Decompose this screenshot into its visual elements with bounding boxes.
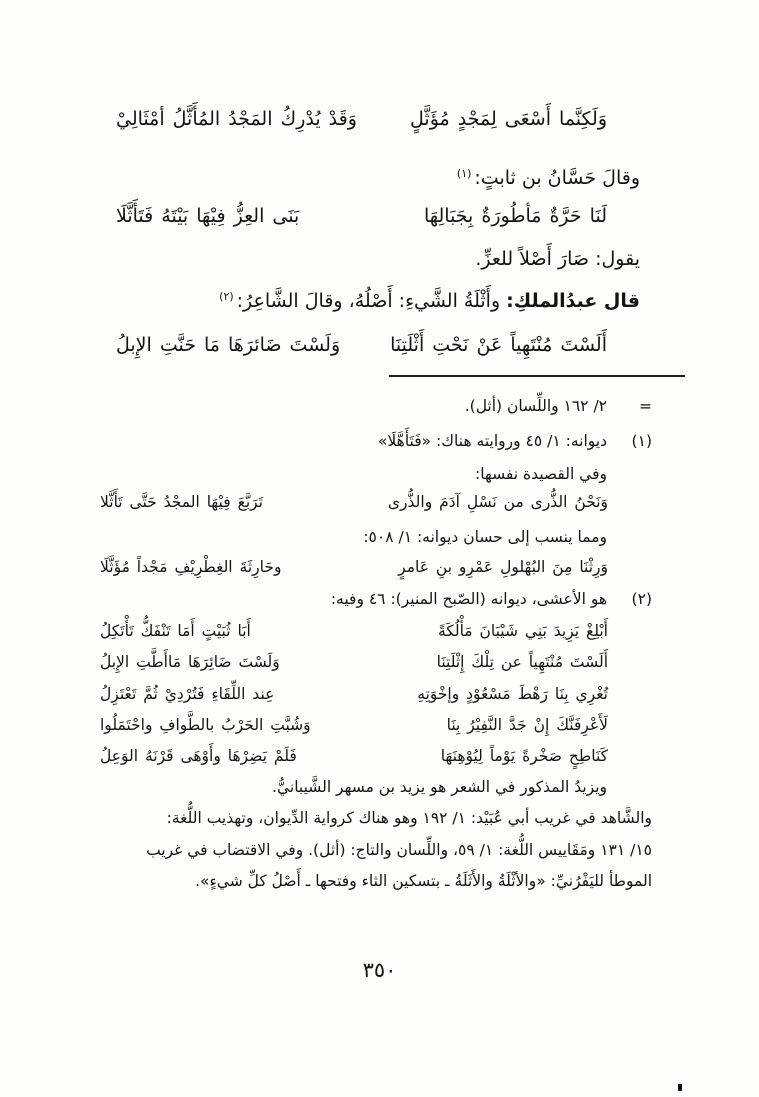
footnote-verse-couplet (100, 746, 608, 767)
footnote-1-marker: (١) (631, 432, 652, 450)
hemistich-right: أَبْلِغْ يَزِيدَ بَنِي شَيْبَانَ مَأْلُكَةً (437, 622, 608, 640)
verse-couplet (116, 204, 607, 230)
hemistich-left: بَنَى العِزُّ فِيْهَا بَيْتَهُ فَتَأَثَّلَا (116, 205, 300, 227)
footnote-reference-2: (٢) (219, 289, 234, 303)
footnote-text: ويزيدُ المذكور في الشعر هو يزيد بن مسهر الشَّيبانيُّ. (272, 778, 607, 796)
continuation-equals-sign: = (639, 397, 652, 415)
footnote-verse-couplet (100, 684, 608, 705)
hemistich-right: وَرِثْنَا مِنَ البُهْلولِ عَمْرِو بنِ عَامرٍ (398, 558, 608, 576)
footnote-verse-couplet (100, 557, 608, 578)
footnote-text: هو الأعشى، ديوانه (الصّبح المنير): ٤٦ وفيه: (330, 590, 607, 608)
verse-couplet (116, 107, 607, 133)
hemistich-right: لَأَعْرِفَنَّكَ إِنْ جَدَّ النَّفِيْرُ بِنَا (446, 716, 608, 734)
hemistich-right: وَنَحْنُ الذُّرى من نَسْلِ آدَمَ والذُّرى (387, 493, 608, 511)
footnote-text: وفي القصيدة نفسها: (475, 465, 607, 483)
footnote-text: ١٥/ ١٣١ ومَقَاييس اللُّغة: ١/ ٥٩، واللِّسان والتاج: (أثل). وفي الاقتضاب في غريب (146, 841, 652, 859)
hemistich-left: وَقَدْ يُدْرِكُ المَجْدُ المُأَثَّلُ أمْثَالِيْ (116, 108, 357, 130)
footnote-text: ٢/ ١٦٢ واللِّسان (أثل). (464, 397, 607, 415)
hemistich-right: تُغْرِي بِنَا رَهْطَ مَسْعُوْدٍ وإخْوَتِهِ (417, 685, 608, 703)
hemistich-left: فَلَمْ يَضِرْهَا وأَوْهَى قَرْنَهُ الوَعِلُ (100, 747, 297, 765)
attribution-line-hassan (90, 166, 640, 192)
footnote-text: ومما ينسب إلى حسان ديوانه: ١/ ٥٠٨: (363, 528, 607, 546)
lemma-text: وأَثْلَةُ الشَّيءِ: أَصْلُهُ، وقالَ الشَّاعِرُ: (236, 290, 507, 312)
footnote-2-marker: (٢) (631, 590, 652, 608)
hemistich-left: تَرَبَّعَ فِيْهَا المجْدُ حَتَّى تَأَثَّلا (100, 493, 263, 511)
footnote-verse-couplet (100, 621, 608, 642)
footnote-text: الموطأ لليَفْرُنيِّ: «والأثْلَةُ والأَثَلَةُ ـ بتسكين الثاء وفتحها ـ أَصْلُ كلِّ شيءٍ». (195, 872, 652, 890)
footnote-verse-couplet (100, 652, 608, 673)
footnote-text: ديوانه: ١/ ٤٥ وروايته هناك: «فَتَأَهَّلَا» (377, 432, 607, 450)
footnote-verse-couplet (100, 492, 608, 513)
footnote-separator-rule (389, 375, 685, 377)
hemistich-left: أَبَا ثُبَيْتٍ أَمَا تَنْفَكُّ تَأْتَكِلُ (100, 622, 251, 640)
footnote-verse-couplet (100, 715, 608, 736)
footnote-continuation (85, 396, 652, 417)
commentary-line: يقول: صَارَ أَصْلاً للعزِّ. (475, 248, 640, 270)
footnote-reference-1: (١) (456, 166, 472, 180)
page-number: ٣٥٠ (362, 958, 397, 982)
scan-ink-speck (678, 1084, 682, 1091)
hemistich-right: وَلَكِنَّما أَسْعَى لِمَجْدٍ مُؤَثَّلٍ (410, 108, 607, 130)
verse-couplet (116, 333, 607, 359)
hemistich-right: لَنَا حَرَّةٌ مَأطُورَةٌ بِجَبَالِهَا (423, 205, 607, 227)
lemma-line (90, 289, 640, 315)
hemistich-left: وَشُبَّتِ الحَرْبُ بالطَّوافِ واحْتَمَلُوا (100, 716, 311, 734)
hemistich-left: وَلَسْتَ ضَائرَهَا مَا حَنَّتِ الإِبلُ (116, 334, 341, 356)
hemistich-left: وحَارِثَةَ الغِطْرِيْفِ مَجْداً مُؤَثَّلَا (100, 558, 282, 576)
footnote-1 (85, 431, 652, 452)
speaker-name: قال عبدُالملكِ: (506, 290, 640, 312)
footnote-2 (85, 589, 652, 610)
hemistich-right: أَلَسْتَ مُنْتَهِياً عن تِلْكَ إِثْلَتِنَا (436, 653, 608, 671)
hemistich-right: كَنَاطِحٍ صَخْرةً يَوْماً لِيُوْهِنَهَا (440, 747, 608, 765)
hemistich-right: أَلَسْتَ مُنْتَهِياً عَنْ نَحْتِ أَثْلَتِنَا (390, 334, 607, 356)
footnote-text: والشَّاهد في غريب أبي عُبَيْد: ١/ ١٩٢ وهو هناك كرواية الدِّيوان، وتهذيب اللُّغة: (166, 809, 652, 827)
hemistich-left: وَلَسْتَ ضَائِرَهَا مَاأَطَّتِ الإِبلُ (100, 653, 280, 671)
hemistich-left: عِند اللِّقَاءِ فَتُرْدِيْ ثُمَّ تَعْتَزِلُ (100, 685, 275, 703)
attribution-text: وقالَ حَسَّانُ بن ثابتٍ: (474, 167, 640, 189)
